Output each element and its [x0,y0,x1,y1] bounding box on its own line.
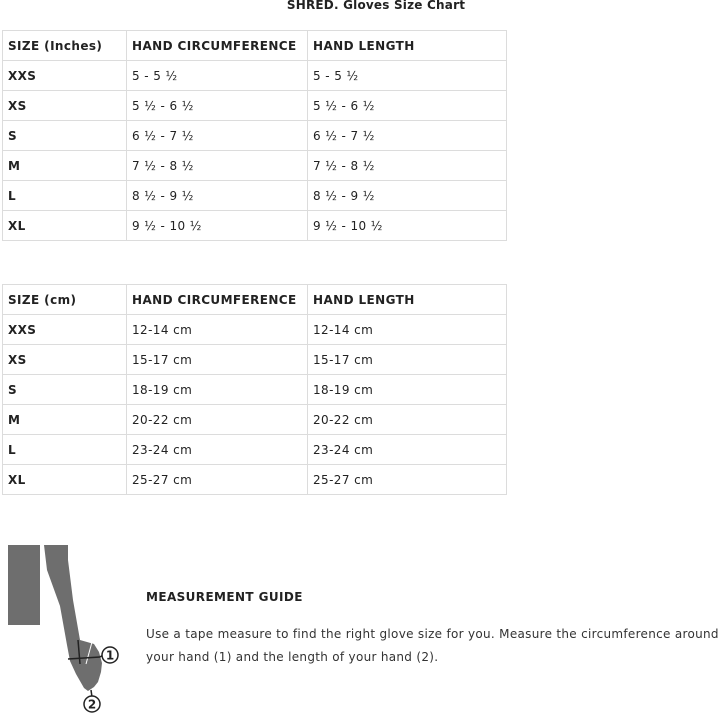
table-row [3,211,507,241]
size-cell: S [3,375,127,405]
column-header-length: HAND LENGTH [308,31,507,61]
table-row [3,315,507,345]
length-cell: 23-24 cm [308,435,507,465]
table-row [3,121,507,151]
size-cell: M [3,151,127,181]
column-header-size: SIZE (Inches) [3,31,127,61]
circumference-cell: 7 ½ - 8 ½ [127,151,308,181]
size-table-cm [2,284,507,495]
size-cell: XXS [3,315,127,345]
table-row [3,61,507,91]
length-cell: 8 ½ - 9 ½ [308,181,507,211]
length-cell: 12-14 cm [308,315,507,345]
length-cell: 5 - 5 ½ [308,61,507,91]
circumference-cell: 20-22 cm [127,405,308,435]
circumference-cell: 6 ½ - 7 ½ [127,121,308,151]
table-row [3,345,507,375]
table-row [3,181,507,211]
circumference-cell: 15-17 cm [127,345,308,375]
length-cell: 18-19 cm [308,375,507,405]
circumference-cell: 25-27 cm [127,465,308,495]
torso-shape [8,545,40,625]
circumference-cell: 12-14 cm [127,315,308,345]
marker-2-label: 2 [87,697,97,712]
table-row [3,151,507,181]
circumference-cell: 9 ½ - 10 ½ [127,211,308,241]
table-header-row [3,285,507,315]
length-cell: 15-17 cm [308,345,507,375]
marker-1-label: 1 [105,648,115,663]
size-cell: XS [3,91,127,121]
column-header-size: SIZE (cm) [3,285,127,315]
size-cell: L [3,181,127,211]
size-cell: S [3,121,127,151]
size-cell: XXS [3,61,127,91]
circumference-cell: 5 - 5 ½ [127,61,308,91]
table-row [3,435,507,465]
length-cell: 25-27 cm [308,465,507,495]
table-row [3,465,507,495]
table-row [3,375,507,405]
table-row [3,405,507,435]
size-cell: L [3,435,127,465]
length-cell: 6 ½ - 7 ½ [308,121,507,151]
size-cell: M [3,405,127,435]
circumference-cell: 23-24 cm [127,435,308,465]
size-cell: XL [3,211,127,241]
length-cell: 7 ½ - 8 ½ [308,151,507,181]
length-cell: 5 ½ - 6 ½ [308,91,507,121]
column-header-circumference: HAND CIRCUMFERENCE [127,285,308,315]
circumference-cell: 5 ½ - 6 ½ [127,91,308,121]
size-table-inches [2,30,507,241]
column-header-length: HAND LENGTH [308,285,507,315]
circumference-cell: 8 ½ - 9 ½ [127,181,308,211]
measurement-guide-text: Use a tape measure to find the right glove size for you. Measure the circumference around your hand (1) and the length of your hand (2). [146,627,719,664]
column-header-circumference: HAND CIRCUMFERENCE [127,31,308,61]
length-cell: 9 ½ - 10 ½ [308,211,507,241]
length-cell: 20-22 cm [308,405,507,435]
size-cell: XS [3,345,127,375]
table-header-row [3,31,507,61]
circumference-cell: 18-19 cm [127,375,308,405]
table-row [3,91,507,121]
measurement-guide-heading: MEASUREMENT GUIDE [146,590,303,604]
size-cell: XL [3,465,127,495]
page-title: SHRED. Gloves Size Chart [286,0,466,12]
hand-measurement-illustration [0,540,140,714]
arm-hand-shape [44,545,102,691]
